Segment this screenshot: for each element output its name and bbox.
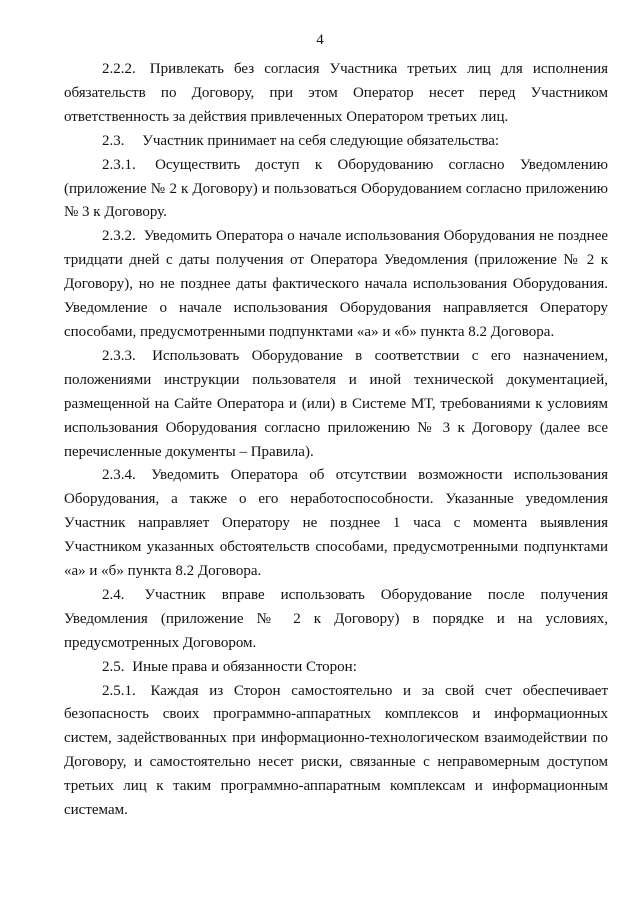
clause-number: 2.3.1. xyxy=(102,156,136,173)
clause-text: Уведомить Оператора о начале использования Оборудования не позднее тридцати дней с даты получения от Оператора Уведомления (приложение № 2 к Договору), но не позднее даты фактического начала использования Оборудования. Уведомление о начале использования Оборудования направляется Оператору способами, предусмотренными подпунктами «а» и «б» пункта 8.2 Договора. xyxy=(64,228,609,340)
clause-2-3-2 xyxy=(64,225,608,345)
clause-2-4 xyxy=(64,584,608,656)
clause-text: Использовать Оборудование в соответствии с его назначением, положениями инструкции пользователя и иной технической документацией, размещенной на Сайте Оператора и (или) в Системе МТ, требованиями к условиям использования Оборудования согласно приложению № 3 к Договору (далее все перечисленные документы – Правила). xyxy=(64,347,608,460)
page-number: 4 xyxy=(316,32,324,48)
clause-text: Уведомить Оператора об отсутствии возможности использования Оборудования, а также о его неработоспособности. Указанные уведомления Участник направляет Оператору не позднее 1 часа с момента выявления Участником указанных обстоятельств способами, предусмотренными подпунктами «а» и «б» пункта 8.2 Договора. xyxy=(64,467,608,580)
clause-text: Участник вправе использовать Оборудование после получения Уведомления (приложение № 2 к Договору) в порядке и на условиях, предусмотренных Договором. xyxy=(64,586,609,651)
clause-number: 2.3.2. xyxy=(102,228,136,245)
clause-number: 2.3.3. xyxy=(102,347,136,364)
clause-number: 2.5.1. xyxy=(102,682,136,699)
clause-number: 2.4. xyxy=(102,586,125,603)
clause-text: Привлекать без согласия Участника третьих лиц для исполнения обязательств по Договору, при этом Оператор несет перед Участником ответственность за действия привлеченных Оператором третьих лиц. xyxy=(64,61,608,125)
clause-number: 2.3. xyxy=(102,132,125,149)
clause-number: 2.3.4. xyxy=(102,467,136,484)
clause-2-5 xyxy=(64,656,608,680)
clause-2-5-1 xyxy=(64,680,608,823)
clause-2-3-3 xyxy=(64,345,608,465)
clause-text: Каждая из Сторон самостоятельно и за свой счет обеспечивает безопасность своих программно-аппаратных комплексов и информационных систем, задействованных при информационно-технологическом взаимодействии по Договору, и самостоятельно несет риски, связанные с неправомерным доступом третьих лиц к таким программно-аппаратным комплексам и информационным системам. xyxy=(64,682,609,819)
clause-2-3-1 xyxy=(64,154,608,226)
clause-2-3-4 xyxy=(64,464,608,584)
clause-text: Участник принимает на себя следующие обязательства: xyxy=(142,132,500,149)
clause-number: 2.2.2. xyxy=(102,61,136,77)
clause-text: Осуществить доступ к Оборудованию согласно Уведомлению (приложение № 2 к Договору) и пользоваться Оборудованием согласно приложению № 3 к Договору. xyxy=(64,156,608,221)
clause-text: Иные права и обязанности Сторон: xyxy=(132,658,357,675)
document-body xyxy=(64,58,608,823)
clause-2-3 xyxy=(64,130,608,154)
clause-number: 2.5. xyxy=(102,658,125,675)
clause-2-2-2 xyxy=(64,58,608,130)
